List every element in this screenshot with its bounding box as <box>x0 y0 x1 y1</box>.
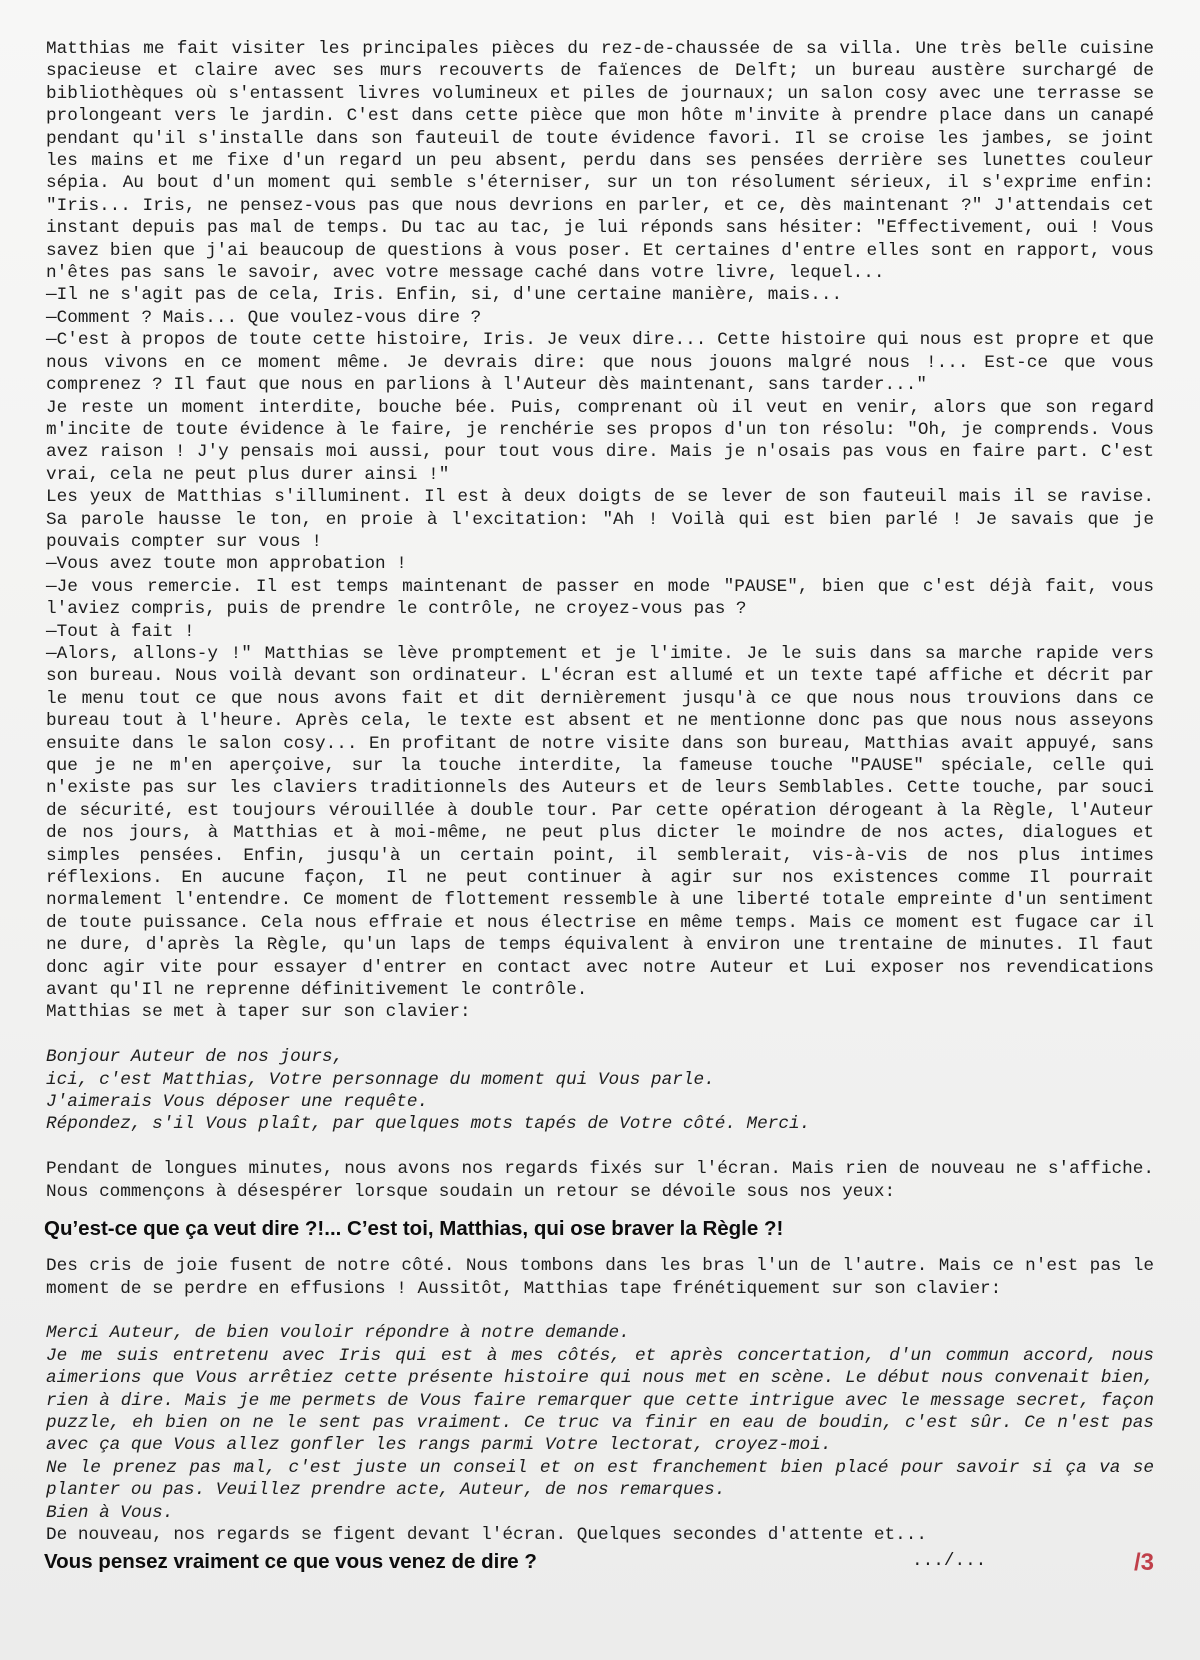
second-typed-message <box>46 1322 1165 1524</box>
dialogue-line: —C'est à propos de toute cette histoire, Iris. Je veux dire... Cette histoire qui nous est propre et que nous vivons en ce moment même. Je devrais dire: que nous jouons malgré nous !... Est-ce que vous comprenez ? Il faut que nous en parlions à l'Auteur dès maintenant, sans tarder..." <box>46 330 1165 396</box>
first-typed-message <box>46 1046 1154 1136</box>
author-reply-1: Qu’est-ce que ça veut dire ?!... C’est toi, Matthias, qui ose braver la Règle ?! <box>44 1217 784 1241</box>
closing-line: De nouveau, nos regards se figent devant l'écran. Quelques secondes d'attente et... <box>46 1524 927 1545</box>
message-line: Bien à Vous. <box>46 1502 174 1523</box>
dialogue-line: —Vous avez toute mon approbation ! <box>46 554 407 575</box>
celebration-paragraph: Des cris de joie fusent de notre côté. Nous tombons dans les bras l'un de l'autre. Mais ce n'est pas le moment de se perdre en effusions ! Aussitôt, Matthias tape frénétiquement sur son clavier: <box>46 1256 1165 1299</box>
continuation-mark: .../... <box>912 1551 987 1572</box>
document-page <box>44 38 1165 1638</box>
waiting-paragraph: Pendant de longues minutes, nous avons nos regards fixés sur l'écran. Mais rien de nouveau ne s'affiche. Nous commençons à désespérer lorsque soudain un retour se dévoile sous nos yeux: <box>46 1159 1165 1202</box>
spacer <box>46 1024 1154 1046</box>
message-line: Bonjour Auteur de nos jours, <box>46 1047 344 1068</box>
narrative-paragraph-1: Matthias me fait visiter les principales pièces du rez-de-chaussée de sa villa. Une très belle cuisine spacieuse et claire avec ses murs recouverts de faïences de Delft; un bureau austère surchargé de bibliothèques où s'entassent livres volumineux et piles de journaux; un salon cosy avec une terrasse se prolongeant vers le jardin. C'est dans cette pièce que mon hôte m'invite à prendre place dans un canapé pendant qu'il s'installe dans son fauteuil de toute évidence favori. Il se croise les jambes, se joint les mains et me fixe d'un regard un peu absent, perdu dans ses pensées derrière ses lunettes couleur sépia. Au bout d'un moment qui semble s'éterniser, sur un ton résolument sérieux, il s'exprime enfin: "Iris... Iris, ne pensez-vous pas que nous devrions en parler, et ce, dès maintenant ?" J'attendais cet instant depuis pas mal de temps. Du tac au tac, je lui réponds sans hésiter: "Effectivement, oui ! Vous savez bien que j'ai beaucoup de questions à vous poser. Et certaines d'entre elles sont en rapport, vous n'êtes pas sans le savoir, avec votre message caché dans votre livre, lequel... <box>46 39 1165 284</box>
message-line: Ne le prenez pas mal, c'est juste un conseil et on est franchement bien placé pour savoir si ça va se planter ou pas. Veuillez prendre acte, Auteur, de nos remarques. <box>46 1457 1165 1501</box>
dialogue-line: —Comment ? Mais... Que voulez-vous dire ? <box>46 307 482 328</box>
narrative-paragraph: Matthias se met à taper sur son clavier: <box>46 1002 471 1023</box>
page-footer <box>46 1550 1154 1580</box>
message-line: Répondez, s'il Vous plaît, par quelques mots tapés de Votre côté. Merci. <box>46 1114 811 1135</box>
spacer <box>46 1136 1154 1158</box>
message-line: ici, c'est Matthias, Votre personnage du moment qui Vous parle. <box>46 1069 715 1090</box>
message-line: J'aimerais Vous déposer une requête. <box>46 1092 429 1113</box>
message-line: Je me suis entretenu avec Iris qui est à mes côtés, et après concertation, d'un commun accord, nous aimerions que Vous arrêtiez cette présente histoire qui nous met en scène. Le début nous convenait bien, rien à dire. Mais je me permets de Vous faire remarquer que cette intrigue avec le message secret, façon puzzle, eh bien on ne le sent pas vraiment. Ce truc va finir en eau de boudin, c'est sûr. Ce n'est pas avec ça que Vous allez gonfler les rangs parmi Votre lectorat, croyez-moi. <box>46 1345 1165 1456</box>
message-line: Merci Auteur, de bien vouloir répondre à notre demande. <box>46 1323 630 1344</box>
narrative-paragraph: Les yeux de Matthias s'illuminent. Il est à deux doigts de se lever de son fauteuil mais il se ravise. Sa parole hausse le ton, en proie à l'excitation: "Ah ! Voilà qui est bien parlé ! Je savais que je pouvais compter sur vous ! <box>46 487 1165 552</box>
narrative-paragraph: —Alors, allons-y !" Matthias se lève promptement et je l'imite. Je le suis dans sa marche rapide vers son bureau. Nous voilà devant son ordinateur. L'écran est allumé et un texte tapé affiche et décrit par le menu tout ce que nous avons fait et dit dernièrement jusqu'à ce que nous nous trouvions dans ce bureau tout à l'heure. Après cela, le texte est absent et ne mentionne donc pas que nous nous asseyons ensuite dans le salon cosy... En profitant de notre visite dans son bureau, Matthias avait appuyé, sans que je ne m'en aperçoive, sur la touche interdite, la fameuse touche "PAUSE" spéciale, celle qui n'existe pas sur les claviers traditionnels des Auteurs et de leurs Semblables. Cette touche, par souci de sécurité, est toujours vérouillée à double tour. Par cette opération dérogeant à la Règle, l'Auteur de nos jours, à Matthias et à moi-même, ne peut plus dicter le moindre de nos actes, dialogues et simples pensées. Enfin, jusqu'à un certain point, il semblerait, vis-à-vis de nos plus intimes réflexions. En aucune façon, Il ne peut continuer à agir sur nos existences comme Il pourrait normalement l'entendre. Ce moment de flottement ressemble à une liberté totale empreinte d'un sentiment de toute puissance. Cela nous effraie et nous électrise en même temps. Mais ce moment est fugace car il ne dure, d'après la Règle, qu'un laps de temps équivalent à environ une trentaine de minutes. Il faut donc agir vite pour essayer d'entrer en contact avec notre Auteur et Lui exposer nos revendications avant qu'Il ne reprenne définitivement le contrôle. <box>46 643 1165 1001</box>
page-number: /3 <box>1133 1549 1154 1577</box>
dialogue-line: —Il ne s'agit pas de cela, Iris. Enfin, si, d'une certaine manière, mais... <box>46 285 843 306</box>
dialogue-line: —Je vous remercie. Il est temps maintenant de passer en mode "PAUSE", bien que c'est déjà fait, vous l'aviez compris, puis de prendre le contrôle, ne croyez-vous pas ? <box>46 576 1165 620</box>
dialogue-line: —Tout à fait ! <box>46 621 195 642</box>
spacer <box>46 1300 1154 1322</box>
author-reply-2: Vous pensez vraiment ce que vous venez de dire ? <box>44 1550 537 1574</box>
narrative-paragraph: Je reste un moment interdite, bouche bée. Puis, comprenant où il veut en venir, alors que son regard m'incite de toute évidence à le faire, je renchérie ses propos d'un ton résolu: "Oh, je comprends. Vous avez raison ! J'y pensais moi aussi, pour tout vous dire. Mais je n'osais pas vous en faire part. C'est vrai, cela ne peut plus durer ainsi !" <box>46 397 1165 485</box>
